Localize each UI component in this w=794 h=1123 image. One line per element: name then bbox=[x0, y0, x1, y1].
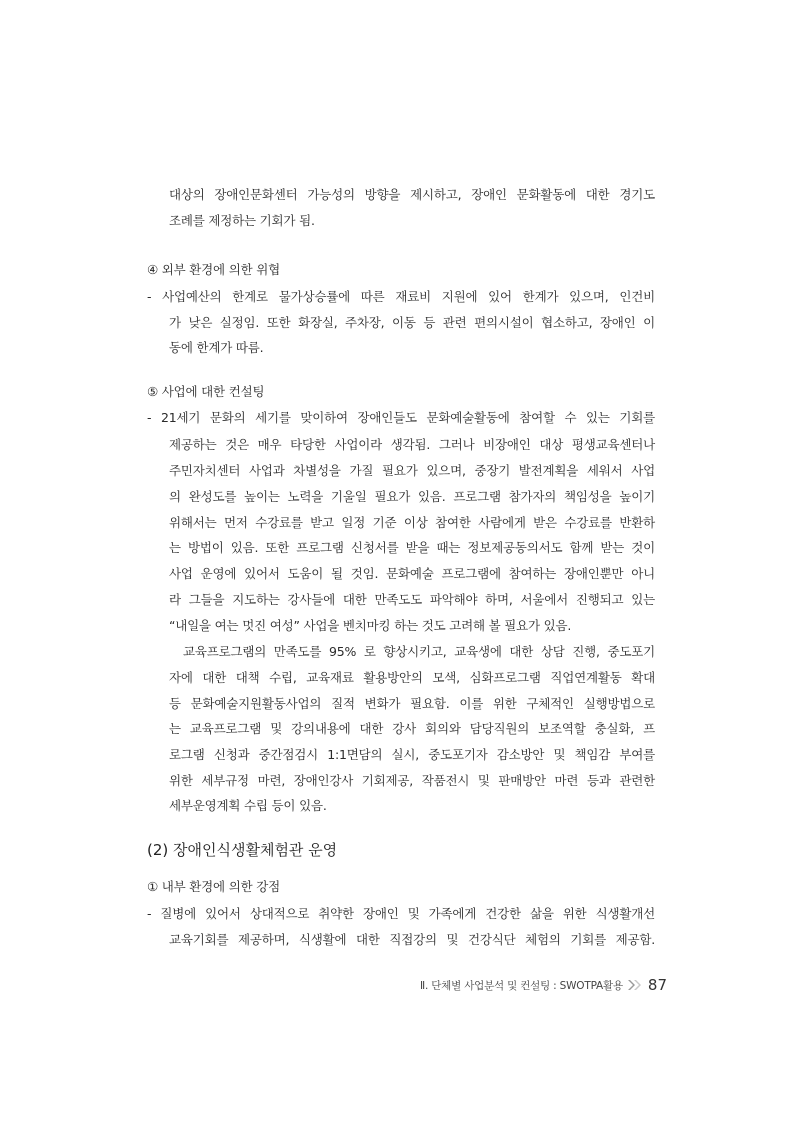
body-text-line: 자에 대한 대책 수립, 교육재료 활용방안의 모색, 심화프로그램 직업연계활동 확대 bbox=[169, 670, 655, 685]
item-heading-external-threats: ④ 외부 환경에 의한 위협 bbox=[147, 262, 280, 277]
body-text-line: 주민자치센터 사업과 차별성을 가질 필요가 있으며, 중장기 발전계획을 세워서 사업 bbox=[169, 463, 655, 478]
body-text-line: - 질병에 있어서 상대적으로 취약한 장애인 및 가족에게 건강한 삶을 위한 식생활개선 bbox=[147, 906, 655, 921]
body-text-line: 라 그들을 지도하는 강사들에 대한 만족도도 파악해야 하며, 서울에서 진행되고 있는 bbox=[169, 592, 655, 607]
body-text-line: - 사업예산의 한계로 물가상승률에 따른 재료비 지원에 있어 한계가 있으며, 인건비 bbox=[147, 289, 655, 304]
body-text-line: 조례를 제정하는 기회가 됨. bbox=[169, 213, 315, 228]
page-footer bbox=[420, 975, 667, 995]
body-text-line: 가 낮은 실정임. 또한 화장실, 주차장, 이동 등 관련 편의시설이 협소하고, 장애인 이 bbox=[169, 315, 655, 330]
body-text-line: 교육프로그램의 만족도를 95% 로 향상시키고, 교육생에 대한 상담 진행, 중도포기 bbox=[183, 644, 655, 659]
body-text-line: 교육기회를 제공하며, 식생활에 대한 직접강의 및 건강식단 체험의 기회를 제공함. bbox=[169, 932, 655, 947]
body-text-line: 세부운영계획 수립 등이 있음. bbox=[169, 798, 327, 813]
item-heading-internal-strengths: ① 내부 환경에 의한 강점 bbox=[147, 879, 280, 894]
body-text-line: 사업 운영에 있어서 도움이 될 것임. 문화예술 프로그램에 참여하는 장애인뿐만 아니 bbox=[169, 566, 655, 581]
body-text-line: 의 완성도를 높이는 노력을 기울일 필요가 있음. 프로그램 참가자의 책임성을 높이기 bbox=[169, 489, 655, 504]
body-text-line: 대상의 장애인문화센터 가능성의 방향을 제시하고, 장애인 문화활동에 대한 경기도 bbox=[169, 187, 655, 202]
item-heading-consulting: ⑤ 사업에 대한 컨설팅 bbox=[147, 384, 265, 399]
double-chevron-right-icon bbox=[627, 979, 643, 991]
running-footer-title: Ⅱ. 단체별 사업분석 및 컨설팅 : SWOTPA활용 bbox=[420, 979, 623, 992]
body-text-line: 위한 세부규정 마련, 장애인강사 기회제공, 작품전시 및 판매방안 마련 등과 관련한 bbox=[169, 773, 655, 788]
body-text-line: “내일을 여는 멋진 여성” 사업을 벤치마킹 하는 것도 고려해 볼 필요가 있음. bbox=[169, 618, 572, 633]
section-title: (2) 장애인식생활체험관 운영 bbox=[147, 841, 338, 859]
body-text-line: 위해서는 먼저 수강료를 받고 일정 기준 이상 참여한 사람에게 받은 수강료를 반환하 bbox=[169, 515, 655, 530]
body-text-line: - 21세기 문화의 세기를 맞이하여 장애인들도 문화예술활동에 참여할 수 있는 기회를 bbox=[147, 410, 655, 425]
body-text-line: 로그램 신청과 중간점검시 1:1면담의 실시, 중도포기자 감소방안 및 책임감 부여를 bbox=[169, 747, 655, 762]
body-text-line: 동에 한계가 따름. bbox=[169, 340, 264, 355]
body-text-line: 등 문화예술지원활동사업의 질적 변화가 필요함. 이를 위한 구체적인 실행방법으로 bbox=[169, 696, 655, 711]
body-text-line: 는 방법이 있음. 또한 프로그램 신청서를 받을 때는 정보제공동의서도 함께 받는 것이 bbox=[169, 540, 655, 555]
body-text-line: 는 교육프로그램 및 강의내용에 대한 강사 회의와 담당직원의 보조역할 충실화, 프 bbox=[169, 721, 655, 736]
page-number: 87 bbox=[647, 976, 667, 994]
body-text-line: 제공하는 것은 매우 타당한 사업이라 생각됨. 그러나 비장애인 대상 평생교육센터나 bbox=[169, 437, 655, 452]
